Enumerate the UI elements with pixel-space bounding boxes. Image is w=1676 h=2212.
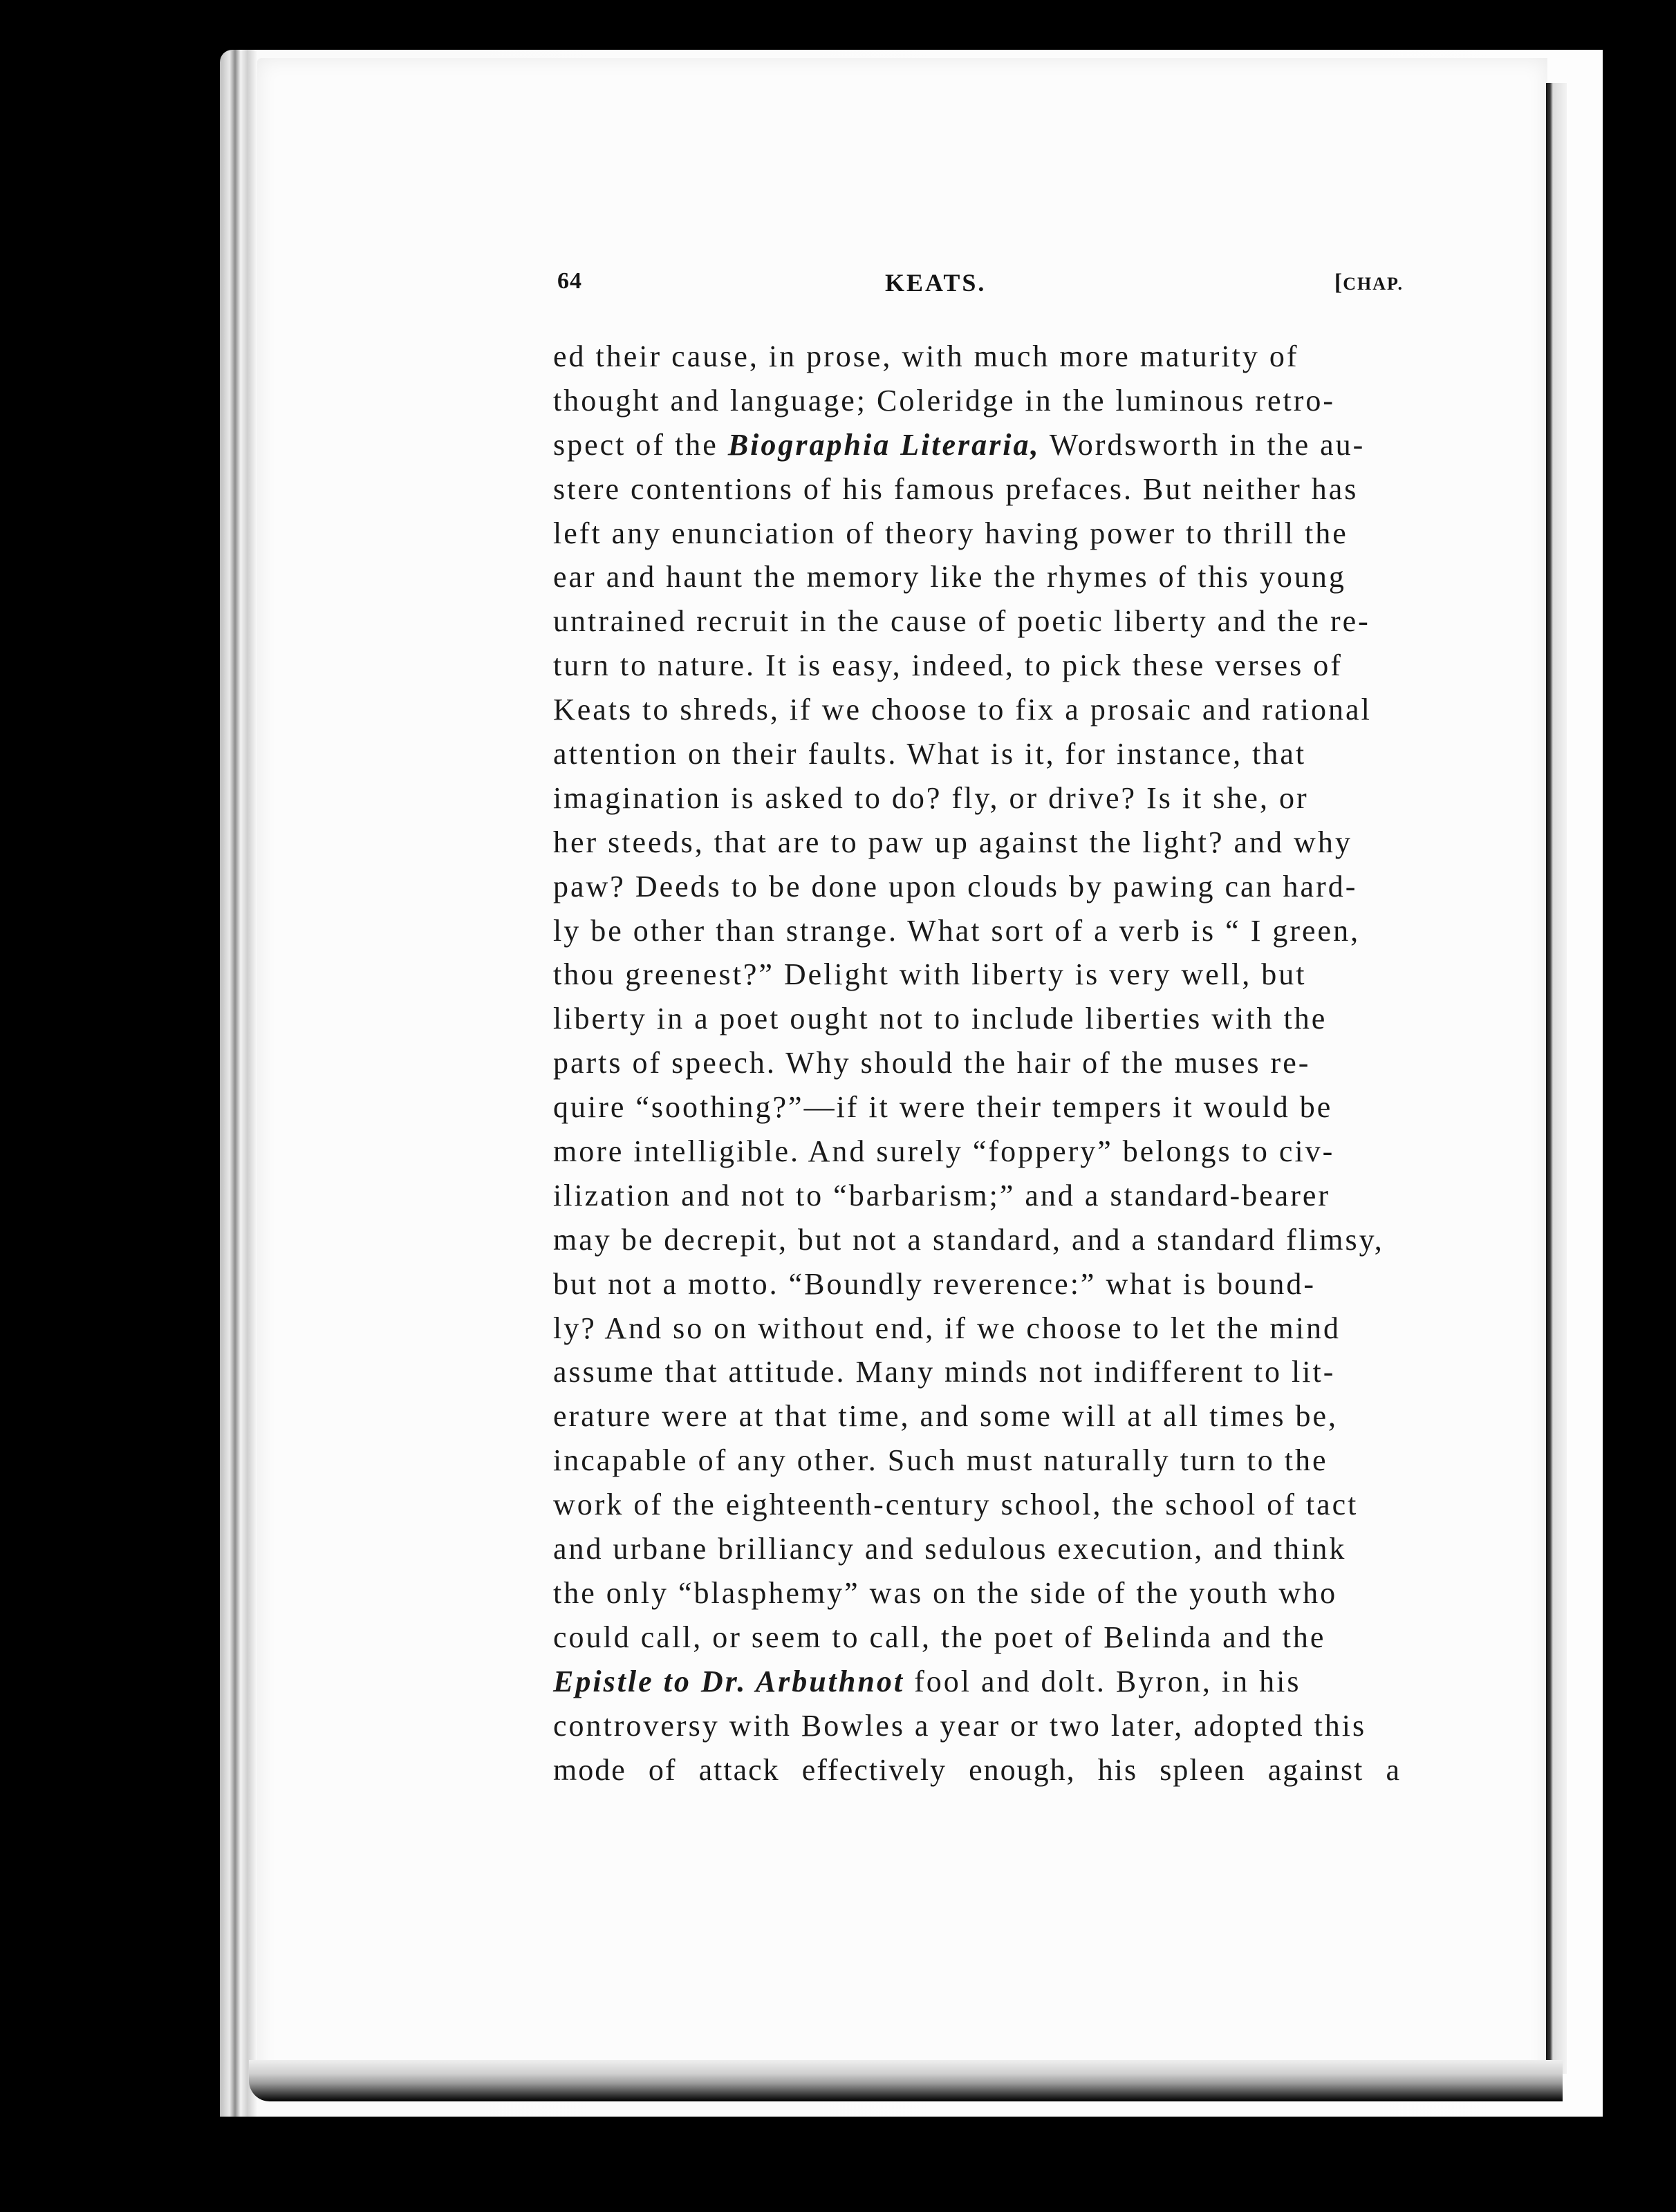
text-segment: Wordsworth in the au- [1040,427,1366,462]
facing-page-edge [1546,83,1567,2074]
text-line: and urbane brilliancy and sedulous execution, and think [553,1532,1347,1566]
text-line: could call, or seem to call, the poet of Belinda and the [553,1620,1326,1654]
text-line: mode of attack effectively enough, his spleen against a [553,1752,1401,1787]
book-bottom-edge [249,2060,1563,2101]
chapter-bracket: [ [1334,270,1343,295]
text-line: work of the eighteenth-century school, the school of tact [553,1488,1359,1522]
text-line: Keats to shreds, if we choose to fix a prosaic and rational [553,693,1372,727]
text-line: more intelligible. And surely “foppery” belongs to civ- [553,1134,1335,1169]
text-line: attention on their faults. What is it, for instance, that [553,737,1307,771]
running-title: KEATS. [885,269,987,297]
text-line: the only “blasphemy” was on the side of the youth who [553,1575,1338,1610]
italic-title: Epistle to Dr. Arbuthnot [553,1664,905,1698]
text-line: ly be other than strange. What sort of a verb is “ I green, [553,913,1361,948]
text-line [553,1660,1401,1704]
text-line: ear and haunt the memory like the rhymes of this young [553,560,1346,594]
italic-title: Biographia Literaria, [727,427,1041,462]
text-line: parts of speech. Why should the hair of the muses re- [553,1046,1311,1080]
text-line: thou greenest?” Delight with liberty is very well, but [553,957,1307,992]
text-line: may be decrepit, but not a standard, and a standard flimsy, [553,1222,1384,1257]
text-line: paw? Deeds to be done upon clouds by pawing can hard- [553,869,1358,903]
text-line: stere contentions of his famous prefaces. But neither has [553,471,1359,506]
body-text [553,335,1401,1792]
chapter-label: CHAP. [1343,274,1404,294]
text-line: ilization and not to “barbarism;” and a standard-bearer [553,1178,1331,1212]
page-number: 64 [557,268,582,294]
text-line: ly? And so on without end, if we choose to let the mind [553,1311,1341,1345]
text-line: controversy with Bowles a year or two later, adopted this [553,1708,1367,1743]
text-segment: spect of the [553,427,728,462]
text-line: untrained recruit in the cause of poetic liberty and the re- [553,604,1370,639]
text-line: quire “soothing?”—if it were their tempers it would be [553,1090,1333,1125]
text-line: incapable of any other. Such must naturally turn to the [553,1443,1328,1478]
text-line: left any enunciation of theory having power to thrill the [553,516,1348,550]
text-segment: fool and dolt. Byron, in his [904,1664,1301,1698]
text-line: thought and language; Coleridge in the luminous retro- [553,383,1336,418]
text-line [553,423,1401,467]
text-line: but not a motto. “Boundly reverence:” what is bound- [553,1266,1316,1301]
chapter-marker [1334,270,1404,296]
text-line: imagination is asked to do? fly, or drive? Is it she, or [553,780,1309,815]
text-line: liberty in a poet ought not to include liberties with the [553,1002,1328,1036]
text-line: assume that attitude. Many minds not indifferent to lit- [553,1355,1336,1389]
text-line: erature were at that time, and some will at all times be, [553,1399,1338,1434]
text-line: ed their cause, in prose, with much more maturity of [553,339,1299,373]
text-line: her steeds, that are to paw up against the light? and why [553,825,1352,859]
running-head [553,268,1404,310]
text-line: turn to nature. It is easy, indeed, to pick these verses of [553,648,1343,683]
